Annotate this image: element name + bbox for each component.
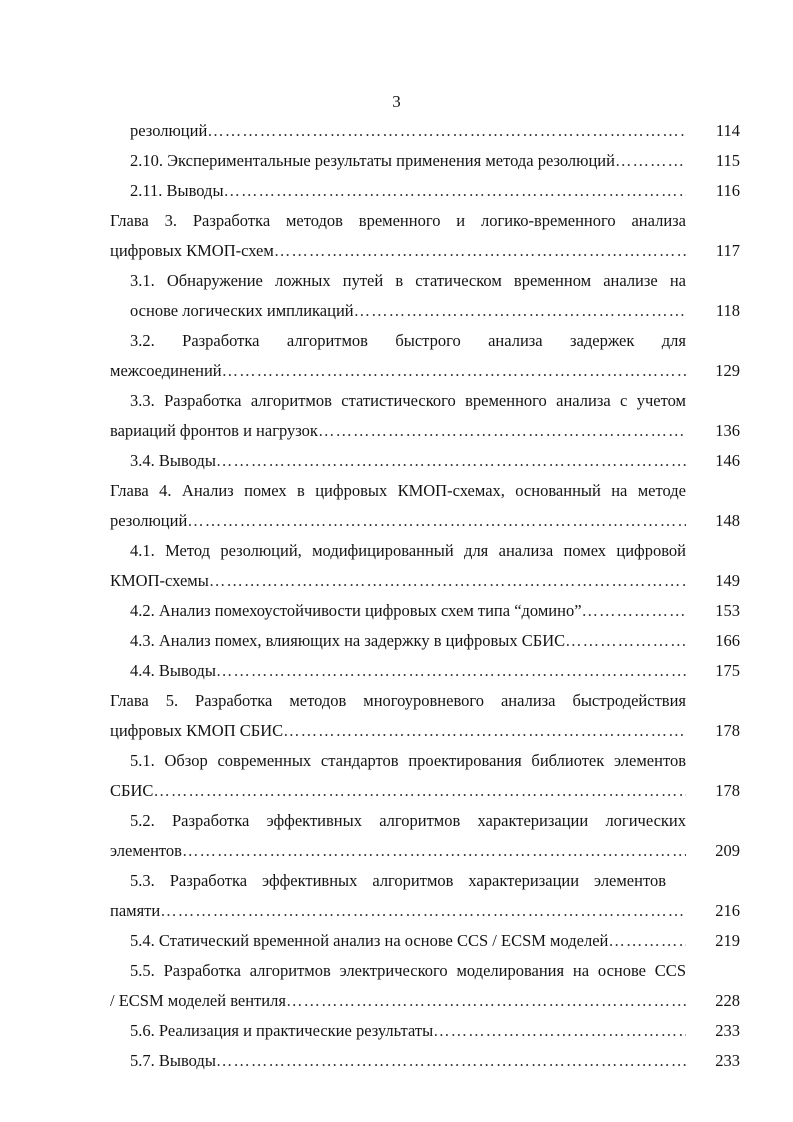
leader-dots [286,986,686,1016]
toc-entry-page: 136 [715,420,740,440]
toc-entry-title: Глава 3. Разработка методов временного и логико-временного анализа [110,211,686,230]
leader-dots [216,1046,686,1076]
toc-entry-title-cont: резолюций [110,510,188,530]
toc-entry-page: 129 [715,360,740,380]
toc-entry [110,956,740,1015]
leader-dots [222,356,686,386]
toc-entry [110,1016,740,1046]
toc-chapter [110,206,740,265]
toc-entry-title-cont: КМОП-схемы [110,570,209,590]
toc-entry-page: 118 [715,300,740,320]
toc-entry-page: 146 [715,451,740,470]
toc-entry-page: 153 [715,601,740,620]
leader-dots [354,296,686,326]
toc-entry [110,746,740,805]
toc-entry-title-cont: цифровых КМОП СБИС [110,720,284,740]
toc-entry-page: 209 [715,840,740,860]
toc-entry-title: 2.10. Экспериментальные результаты применения метода резолюций [130,151,615,170]
toc-entry-page: 149 [715,570,740,590]
leader-dots [187,506,686,536]
leader-dots [207,116,686,146]
toc-entry [110,656,740,686]
toc-entry-title-cont: межсоединений [110,360,222,380]
toc-entry-title-cont: / ECSM моделей вентиля [110,990,286,1010]
leader-dots [615,146,686,176]
toc-entry-title: 3.3. Разработка алгоритмов статистического временного анализа с учетом [130,391,686,410]
page-number: 3 [392,92,401,111]
leader-dots [209,566,686,596]
toc-entry-title: 5.1. Обзор современных стандартов проектирования библиотек элементов [130,751,686,770]
toc-entry-page: 178 [715,780,740,800]
toc-entry [110,266,740,325]
toc-entry-title: 5.2. Разработка эффективных алгоритмов характеризации логических [130,811,686,830]
toc-entry-title: 3.2. Разработка алгоритмов быстрого анализа задержек для [130,331,686,350]
leader-dots [216,656,686,686]
toc-entry [110,446,740,476]
toc-entry [110,1046,740,1076]
toc-entry-title-cont: элементов [110,840,182,860]
leader-dots [216,446,686,476]
leader-dots [182,836,686,866]
toc-entry [110,926,740,956]
toc-entry-title: 5.4. Статический временной анализ на основе CCS / ECSM моделей [130,931,609,950]
toc-chapter [110,686,740,745]
toc-entry-title: Глава 4. Анализ помех в цифровых КМОП-схемах, основанный на методе [110,481,686,500]
leader-dots [608,926,686,956]
leader-dots [565,626,686,656]
leader-dots [433,1016,686,1046]
leader-dots [274,236,686,266]
toc-entry [110,596,740,626]
toc-entry-page: 175 [715,661,740,680]
toc-entry-page: 219 [715,931,740,950]
toc-entry-title: 4.1. Метод резолюций, модифицированный для анализа помех цифровой [130,541,686,560]
toc-entry-page: 116 [715,181,740,200]
toc-entry-title-cont: основе логических импликаций [130,300,354,320]
toc-entry-title: 3.4. Выводы [130,451,216,470]
toc-entry [110,326,740,385]
toc-entry [110,116,740,146]
toc-entry-page: 117 [715,240,740,260]
toc-entry-title: 5.3. Разработка эффективных алгоритмов характеризации элементов [130,871,666,890]
toc-entry-page: 166 [715,631,740,650]
toc-entry-title: Глава 5. Разработка методов многоуровневого анализа быстродействия [110,691,686,710]
toc-entry-title: 5.5. Разработка алгоритмов электрического моделирования на основе CCS [130,961,686,980]
toc-entry [110,866,740,925]
toc-entry-title: 3.1. Обнаружение ложных путей в статическом временном анализе на [130,271,686,290]
toc-entry-page: 233 [715,1051,740,1070]
toc-entry [110,386,740,445]
toc-entry-page: 115 [715,151,740,170]
toc-entry [110,626,740,656]
toc-entry [110,146,740,176]
leader-dots [582,596,686,626]
toc-entry [110,536,740,595]
leader-dots [153,776,686,806]
toc-entry-title: 4.4. Выводы [130,661,216,680]
toc-entry-title: резолюций [130,121,208,140]
toc-entry-page: 114 [715,121,740,140]
toc-entry-title-cont: цифровых КМОП-схем [110,240,274,260]
toc-chapter [110,476,740,535]
toc-entry-page: 216 [715,900,740,920]
toc-entry-title-cont: вариаций фронтов и нагрузок [110,420,318,440]
toc-entry [110,176,740,206]
toc-entry-page: 233 [715,1021,740,1040]
toc-entry-title: 2.11. Выводы [130,181,224,200]
toc-entry-title-cont: памяти [110,900,161,920]
toc-entry-page: 178 [715,720,740,740]
leader-dots [224,176,686,206]
toc-entry-page: 148 [715,510,740,530]
toc-entry-title-cont: СБИС [110,780,154,800]
toc-entry-page: 228 [715,990,740,1010]
toc-entry-title: 5.6. Реализация и практические результаты [130,1021,434,1040]
leader-dots [160,896,686,926]
leader-dots [283,716,686,746]
toc-entry-title: 5.7. Выводы [130,1051,216,1070]
toc-entry [110,806,740,865]
leader-dots [318,416,686,446]
toc-entry-title: 4.2. Анализ помехоустойчивости цифровых схем типа “домино” [130,601,582,620]
toc-entry-title: 4.3. Анализ помех, влияющих на задержку в цифровых СБИС [130,631,566,650]
